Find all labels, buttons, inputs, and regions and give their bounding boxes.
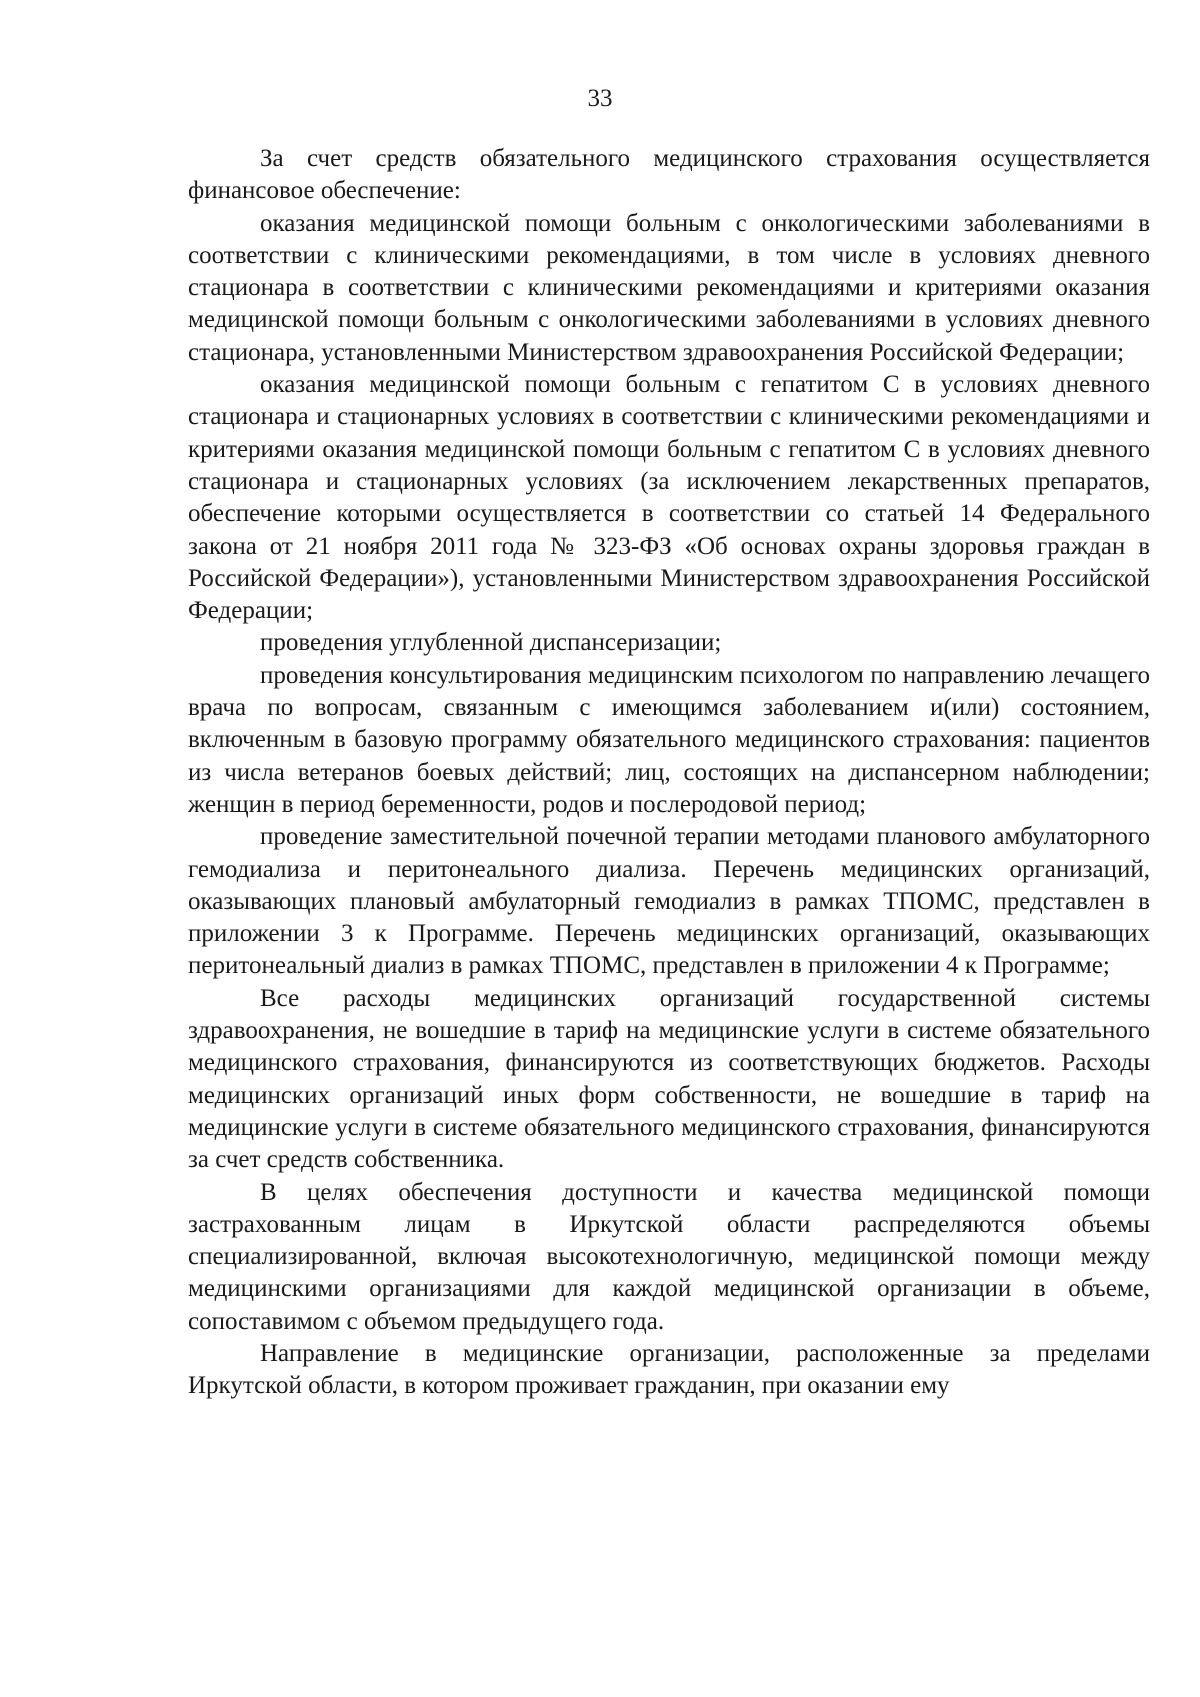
paragraph-referral: Направление в медицинские организации, расположенные за пределами Иркутской области, в котором проживает гражданин, при оказании ему [188, 1339, 1150, 1400]
paragraph-expenses: Все расходы медицинских организаций государственной системы здравоохранения, не вошедшие в тариф на медицинские услуги в системе обязательного медицинского страхования, финансируются из соответствующих бюджетов. Расходы медицинских организаций иных форм собственности, не вошедшие в тариф на медицинские услуги в системе обязательного медицинского страхования, финансируются за счет средств собственника. [188, 984, 1150, 1174]
paragraph-dialysis: проведение заместительной почечной терапии методами планового амбулаторного гемодиализа и перитонеального диализа. Перечень медицинских организаций, оказывающих плановый амбулаторный гемодиализ в рамках ТПОМС, представлен в приложении 3 к Программе. Перечень медицинских организаций, оказывающих перитонеальный диализ в рамках ТПОМС, представлен в приложении 4 к Программе; [188, 823, 1150, 980]
paragraph-omc-intro: За счет средств обязательного медицинского страхования осуществляется финансовое обеспечение: [188, 145, 1150, 205]
paragraph-oncology: оказания медицинской помощи больным с онкологическими заболеваниями в соответствии с клиническими рекомендациями, в том числе в условиях дневного стационара в соответствии с клиническими рекомендациями и критериями оказания медицинской помощи больным с онкологическими заболеваниями в условиях дневного стационара, установленными Министерством здравоохранения Российской Федерации; [188, 209, 1150, 366]
document-body [188, 143, 1150, 1403]
paragraph-dispensary: проведения углубленной диспансеризации; [260, 629, 722, 657]
paragraph-hepatitis-c: оказания медицинской помощи больным с гепатитом С в условиях дневного стационара и стационарных условиях в соответствии с клиническими рекомендациями и критериями оказания медицинской помощи больным с гепатитом С в условиях дневного стационара и стационарных условиях (за исключением лекарственных препаратов, обеспечение которыми осуществляется в соответствии со статьей 14 Федерального закона от 21 ноября 2011 года № 323-ФЗ «Об основах охраны здоровья граждан в Российской Федерации»), установленными Министерством здравоохранения Российской Федерации; [188, 371, 1150, 625]
paragraph-volumes: В целях обеспечения доступности и качества медицинской помощи застрахованным лицам в Иркутской области распределяются объемы специализированной, включая высокотехнологичную, медицинской помощи между медицинскими организациями для каждой медицинской организации в объеме, сопоставимом с объемом предыдущего года. [188, 1178, 1150, 1335]
paragraph-psychologist: проведения консультирования медицинским психологом по направлению лечащего врача по вопросам, связанным с имеющимся заболеванием и(или) состоянием, включенным в базовую программу обязательного медицинского страхования: пациентов из числа ветеранов боевых действий; лиц, состоящих на диспансерном наблюдении; женщин в период беременности, родов и послеродовой период; [188, 661, 1150, 818]
page-number: 33 [587, 85, 613, 112]
